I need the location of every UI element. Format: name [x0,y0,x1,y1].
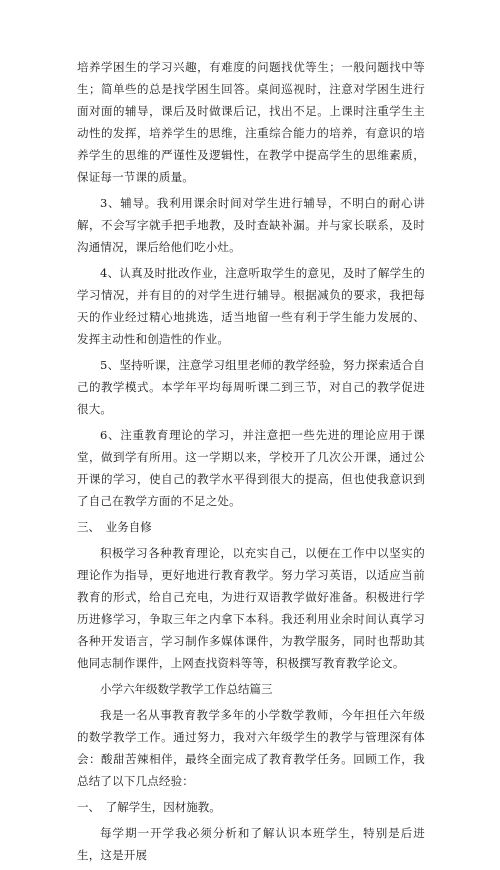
section-heading-1: 一、 了解学生，因材施教。 [77,800,221,814]
section-heading-3: 三、 业务自修 [77,520,152,534]
paragraph-8: 每学期一开学我必须分析和了解认识本班学生，特别是后进生，这是开展 [77,826,425,862]
paragraph-5: 6、注重教育理论的学习，并注意把一些先进的理论应用于课堂，做到学有所用。这一学期以来，学校开了几次公开课，通过公开课的学习，使自己的教学水平得到很大的提高，但也使我意识到了自己在教学方面的不足之处。 [77,428,425,508]
paragraph-7: 我是一名从事教育教学多年的小学数学教师，今年担任六年级的数学教学工作。通过努力，我对六年级学生的教学与管理深有体会：酸甜苦辣相伴，最终全面完成了教育教学任务。回顾工作，我总结了以下几点经验： [77,708,425,788]
article-subtitle: 小学六年级数学教学工作总结篇三 [100,682,273,696]
paragraph-4: 5、坚持听课，注意学习组里老师的教学经验，努力探索适合自己的教学模式。本学年平均每周听课二到三节，对自己的教学促进很大。 [77,358,425,416]
paragraph-1: 培养学困生的学习兴趣，有难度的问题找优等生；一般问题找中等生；简单些的总是找学困生回答。桌间巡视时，注意对学困生进行面对面的辅导，课后及时做课后记，找出不足。上课时注重学生主动性的发挥，培养学生的思维，注重综合能力的培养，有意识的培养学生的思维的严谨性及逻辑性，在教学中提高学生的思维素质，保证每一节课的质量。 [77,60,425,184]
paragraph-2: 3、辅导。我利用课余时间对学生进行辅导，不明白的耐心讲解，不会写字就手把手地教，及时查缺补漏。并与家长联系，及时沟通情况，课后给他们吃小灶。 [77,196,425,254]
document-page [77,56,425,870]
paragraph-6: 积极学习各种教育理论，以充实自己，以便在工作中以坚实的理论作为指导，更好地进行教育教学。努力学习英语，以适应当前教育的形式，给自己充电，为进行双语教学做好准备。积极进行学历进修学习，争取三年之内拿下本科。我还利用业余时间认真学习各种开发语言，学习制作多媒体课件，为教学服务，同时也帮助其他同志制作课件，上网查找资料等等，积极撰写教育教学论文。 [77,546,425,670]
paragraph-3: 4、认真及时批改作业，注意听取学生的意见，及时了解学生的学习情况，并有目的的对学生进行辅导。根据减负的要求，我把每天的作业经过精心地挑选，适当地留一些有利于学生能力发展的、发挥主动性和创造性的作业。 [77,266,425,346]
